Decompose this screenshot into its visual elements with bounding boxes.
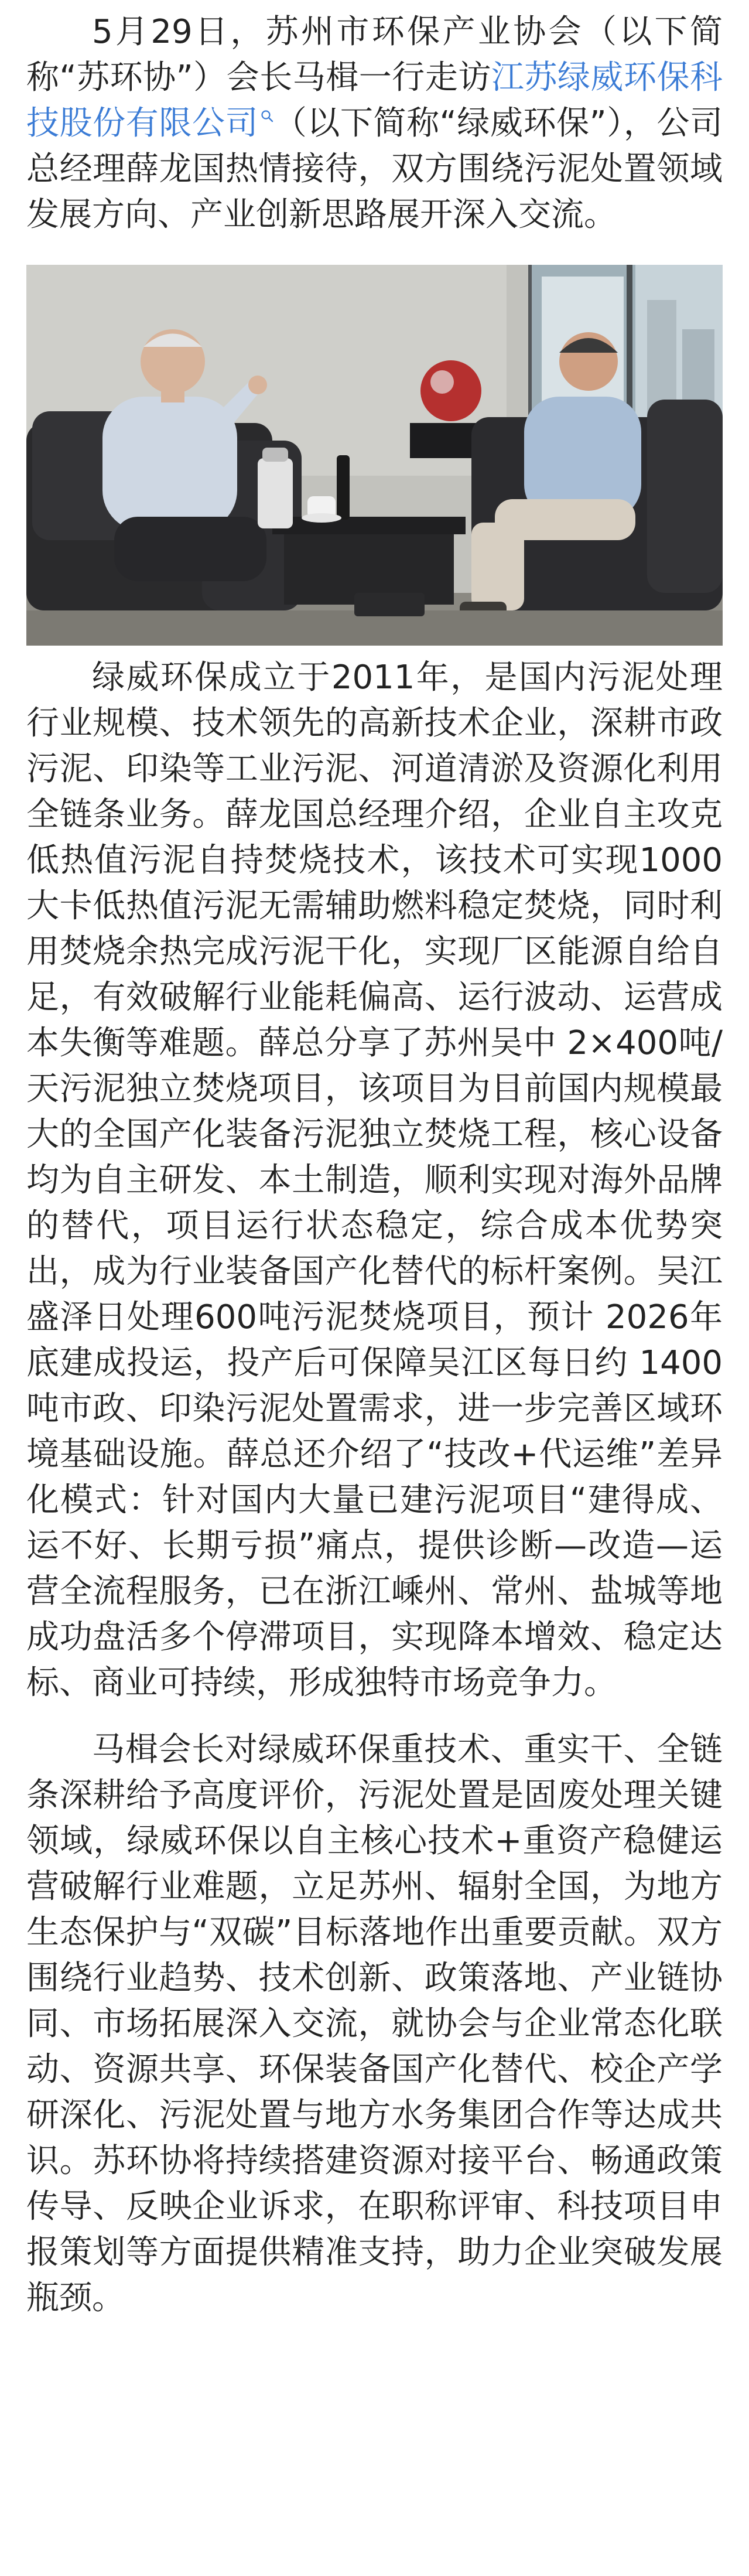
company-link[interactable]: 江苏绿威环保科技股份有限公司 bbox=[26, 59, 723, 142]
intro-text-before: 5月29日，苏州市环保产业协会（以下简称“苏环协”）会长马楫一行走访 bbox=[26, 13, 723, 97]
article-body bbox=[26, 9, 723, 2321]
intro-text-after: （以下简称“绿威环保”），公司总经理薛龙国热情接待，双方围绕污泥处置领域发展方向、产业创新思路展开深入交流。 bbox=[26, 104, 723, 234]
search-icon[interactable] bbox=[261, 110, 273, 122]
paragraph-evaluation: 马楫会长对绿威环保重技术、重实干、全链条深耕给予高度评价，污泥处置是固废处理关键领域，绿威环保以自主核心技术+重资产稳健运营破解行业难题，立足苏州、辐射全国，为地方生态保护与“双碳”目标落地作出重要贡献。双方围绕行业趋势、技术创新、政策落地、产业链协同、市场拓展深入交流，就协会与企业常态化联动、资源共享、环保装备国产化替代、校企产学研深化、污泥处置与地方水务集团合作等达成共识。苏环协将持续搭建资源对接平台、畅通政策传导、反映企业诉求，在职称评审、科技项目申报策划等方面提供精准支持，助力企业突破发展瓶颈。 bbox=[26, 1731, 723, 2317]
meeting-photo bbox=[26, 265, 723, 646]
paragraph-intro bbox=[26, 9, 723, 238]
paragraph-company-intro: 绿威环保成立于2011年，是国内污泥处理行业规模、技术领先的高新技术企业，深耕市政污泥、印染等工业污泥、河道清淤及资源化利用全链条业务。薛龙国总经理介绍，企业自主攻克低热值污泥自持焚烧技术，该技术可实现1000大卡低热值污泥无需辅助燃料稳定焚烧，同时利用焚烧余热完成污泥干化，实现厂区能源自给自足，有效破解行业能耗偏高、运行波动、运营成本失衡等难题。薛总分享了苏州吴中 2×400吨/天污泥独立焚烧项目，该项目为目前国内规模最大的全国产化装备污泥独立焚烧工程，核心设备均为自主研发、本土制造，顺利实现对海外品牌的替代，项目运行状态稳定，综合成本优势突出，成为行业装备国产化替代的标杆案例。吴江盛泽日处理600吨污泥焚烧项目，预计 2026年底建成投运，投产后可保障吴江区每日约 1400 吨市政、印染污泥处置需求，进一步完善区域环境基础设施。薛总还介绍了“技改+代运维”差异化模式：针对国内大量已建污泥项目“建得成、运不好、长期亏损”痛点，提供诊断—改造—运营全流程服务，已在浙江嵊州、常州、盐城等地成功盘活多个停滞项目，实现降本增效、稳定达标、商业可持续，形成独特市场竞争力。 bbox=[26, 658, 723, 1702]
